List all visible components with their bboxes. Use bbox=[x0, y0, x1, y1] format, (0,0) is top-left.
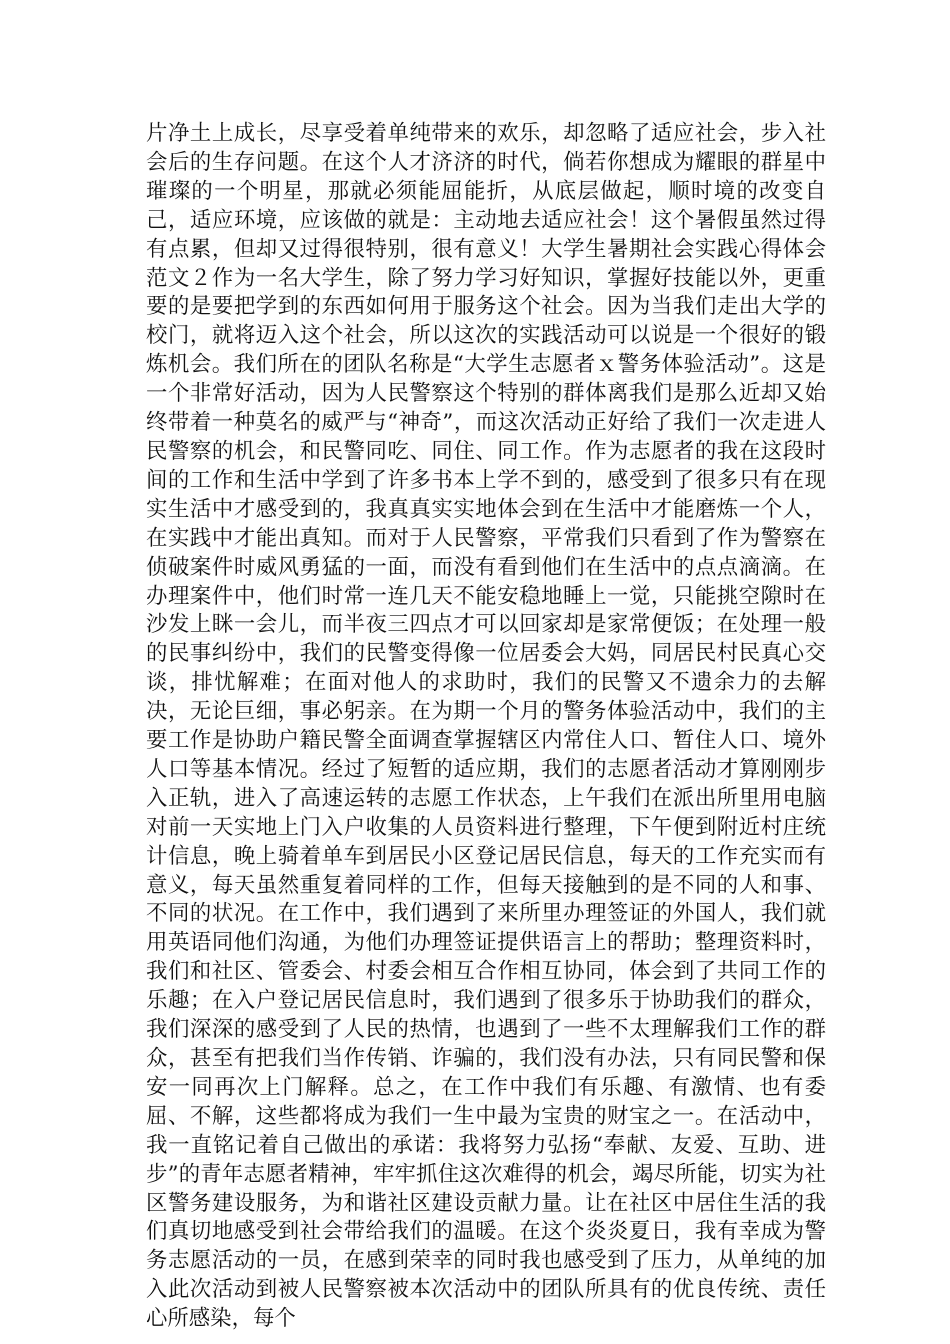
body-paragraph: 片净土上成长，尽享受着单纯带来的欢乐，却忽略了适应社会，步入社会后的生存问题。在这个人才济济的时代，倘若你想成为耀眼的群星中璀璨的一个明星，那就必须能屈能折，从底层做起，顺时境的改变自己，适应环境，应该做的就是：主动地去适应社会！这个暑假虽然过得有点累，但却又过得很特别，很有意义！大学生暑期社会实践心得体会范文２作为一名大学生，除了努力学习好知识，掌握好技能以外，更重要的是要把学到的东西如何用于服务这个社会。因为当我们走出大学的校门，就将迈入这个社会，所以这次的实践活动可以说是一个很好的锻炼机会。我们所在的团队名称是“大学生志愿者ｘ警务体验活动”。这是一个非常好活动，因为人民警察这个特别的群体离我们是那么近却又始终带着一种莫名的威严与“神奇”，而这次活动正好给了我们一次走进人民警察的机会，和民警同吃、同住、同工作。作为志愿者的我在这段时间的工作和生活中学到了许多书本上学不到的，感受到了很多只有在现实生活中才感受到的，我真真实实地体会到在生活中才能磨炼一个人，在实践中才能出真知。而对于人民警察，平常我们只看到了作为警察在侦破案件时威风勇猛的一面，而没有看到他们在生活中的点点滴滴。在办理案件中，他们时常一连几天不能安稳地睡上一觉，只能挑空隙时在沙发上眯一会儿，而半夜三四点才可以回家却是家常便饭；在处理一般的民事纠纷中，我们的民警变得像一位居委会大妈，同居民村民真心交谈，排忧解难；在面对他人的求助时，我们的民警又不遗余力的去解决，无论巨细，事必躬亲。在为期一个月的警务体验活动中，我们的主要工作是协助户籍民警全面调查掌握辖区内常住人口、暂住人口、境外人口等基本情况。经过了短暂的适应期，我们的志愿者活动才算刚刚步入正轨，进入了高速运转的志愿工作状态，上午我们在派出所里用电脑对前一天实地上门入户收集的人员资料进行整理，下午便到附近村庄统计信息，晚上骑着单车到居民小区登记居民信息，每天的工作充实而有意义，每天虽然重复着同样的工作，但每天接触到的是不同的人和事、不同的状况。在工作中，我们遇到了来所里办理签证的外国人，我们就用英语同他们沟通，为他们办理签证提供语言上的帮助；整理资料时，我们和社区、管委会、村委会相互合作相互协同，体会到了共同工作的乐趣；在入户登记居民信息时，我们遇到了很多乐于协助我们的群众，我们深深的感受到了人民的热情，也遇到了一些不太理解我们工作的群众，甚至有把我们当作传销、诈骗的，我们没有办法，只有同民警和保安一同再次上门解释。总之，在工作中我们有乐趣、有激情、也有委屈、不解，这些都将成为我们一生中最为宝贵的财宝之一。在活动中，我一直铭记着自己做出的承诺：我将努力弘扬“奉献、友爱、互助、进步”的青年志愿者精神，牢牢抓住这次难得的机会，竭尽所能，切实为社区警务建设服务，为和谐社区建设贡献力量。让在社区中居住生活的我们真切地感受到社会带给我们的温暖。在这个炎炎夏日，我有幸成为警务志愿活动的一员，在感到荣幸的同时我也感受到了压力，从单纯的加入此次活动到被人民警察被本次活动中的团队所具有的优良传统、责任心所感染，每个 bbox=[146, 121, 826, 1332]
